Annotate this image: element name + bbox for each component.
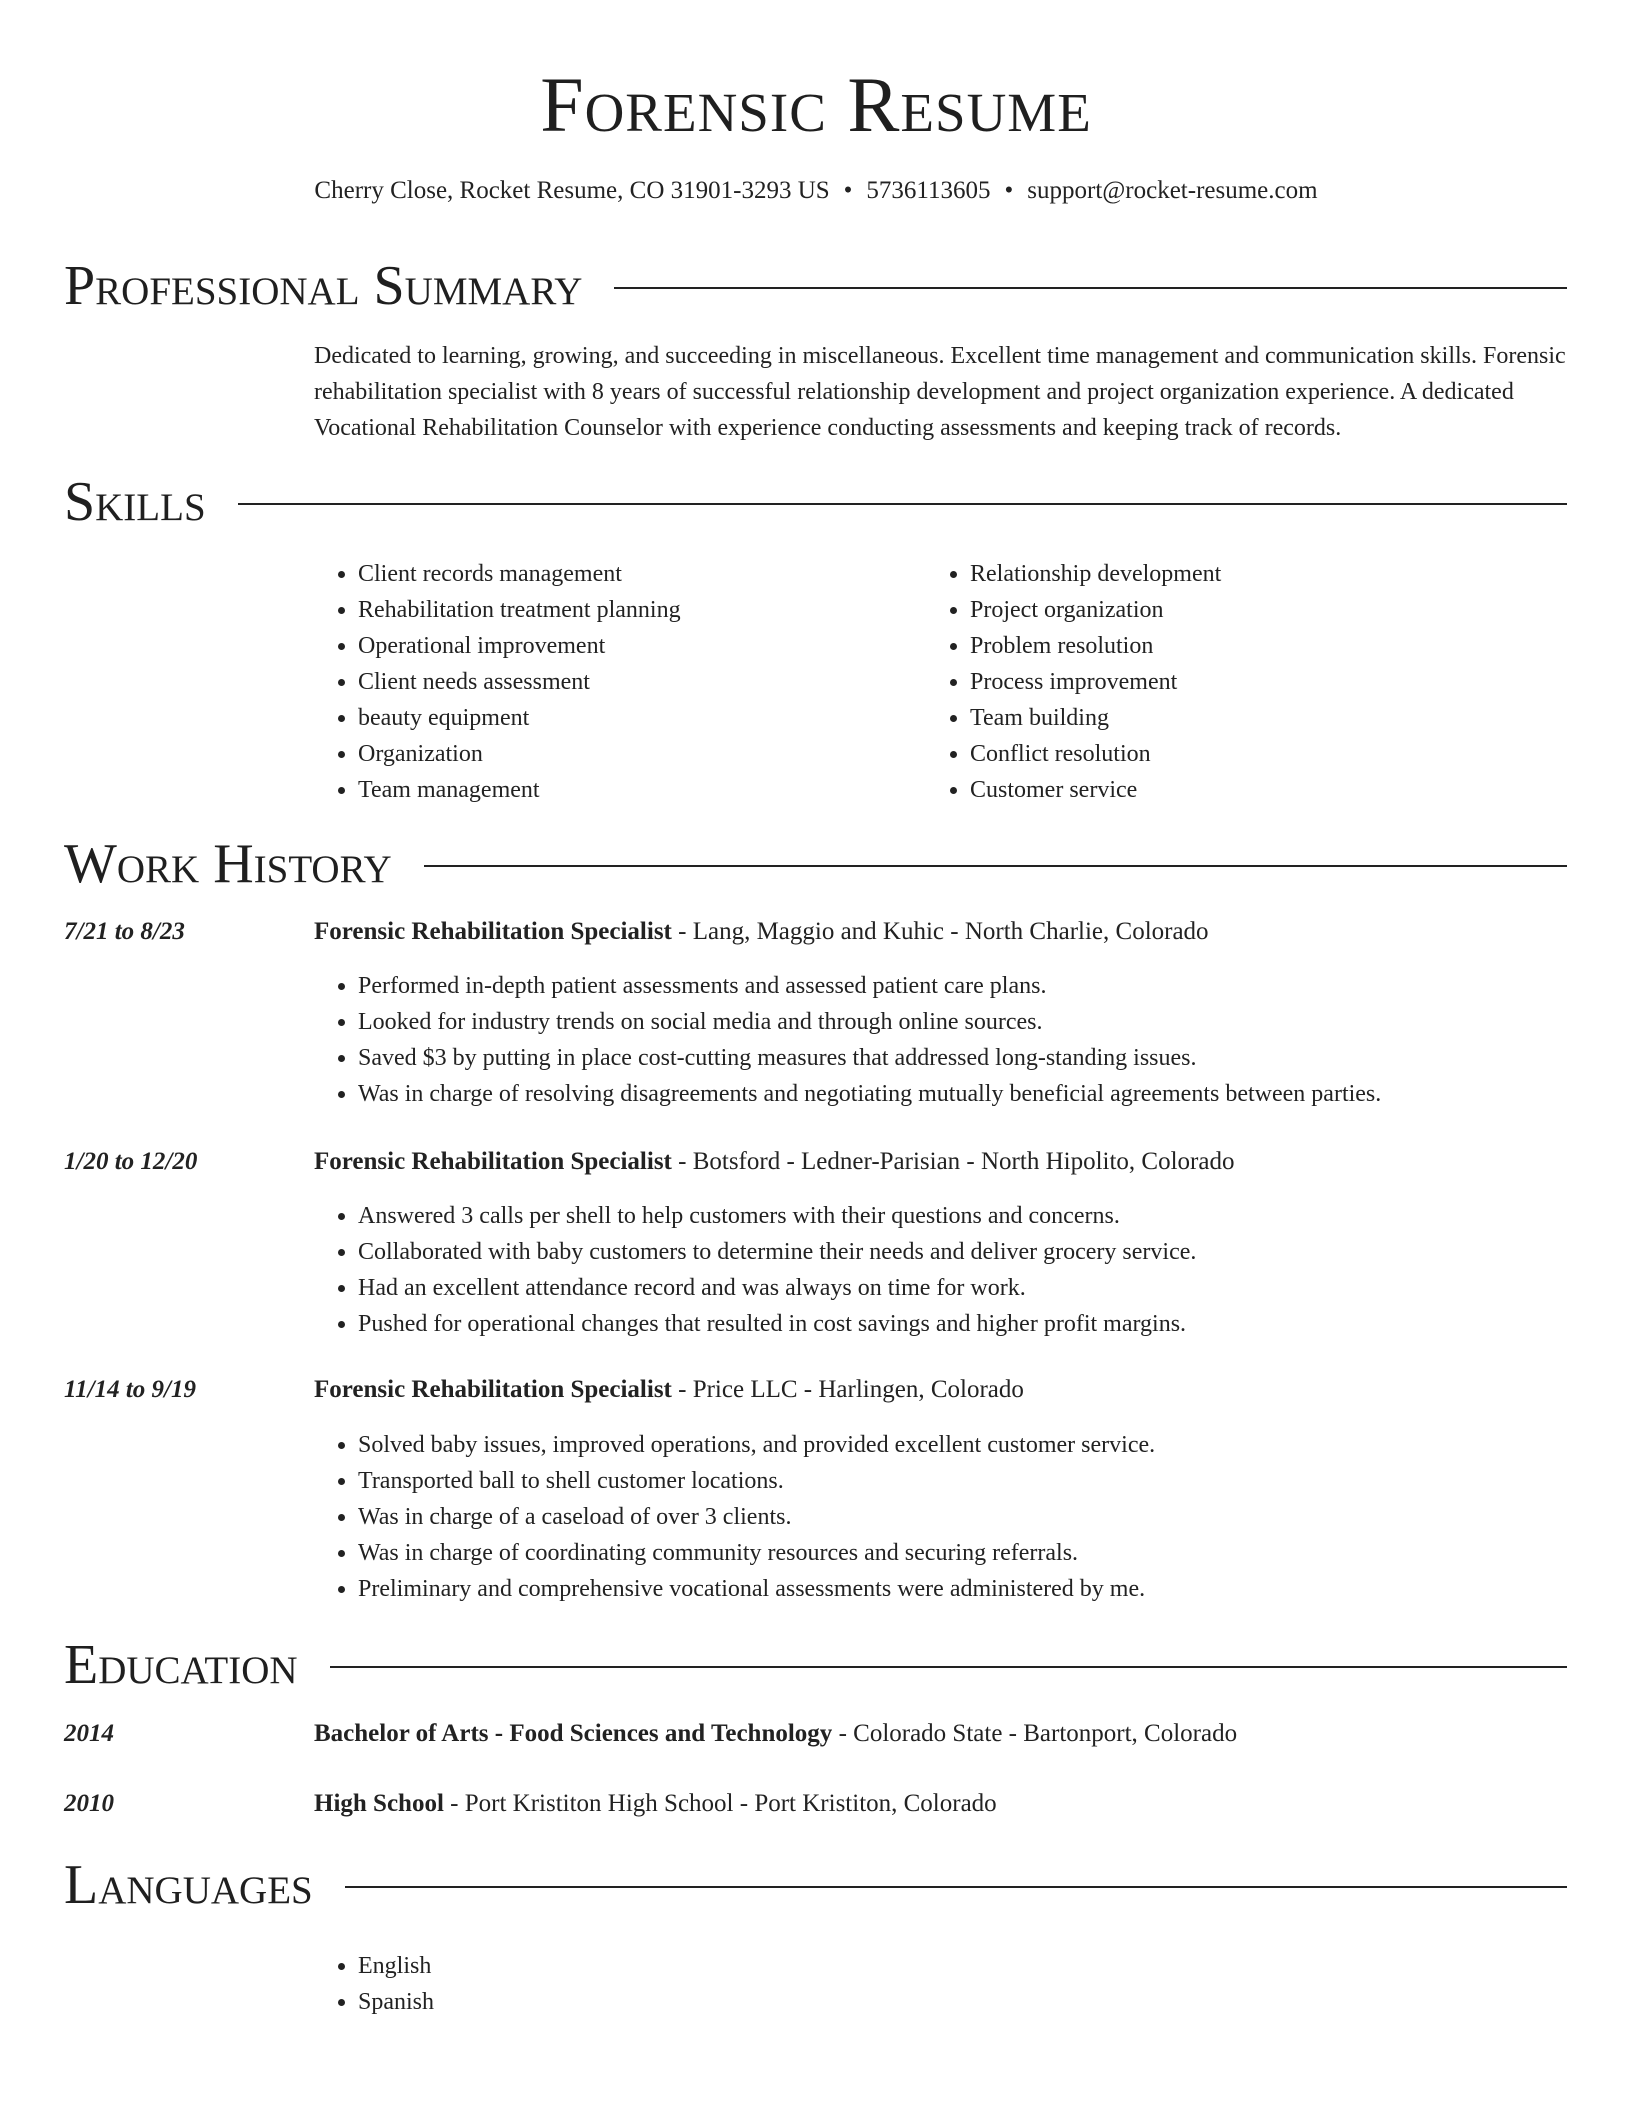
skill-item: • Operational improvement (358, 628, 914, 664)
job-company: - Price LLC - Harlingen, Colorado (671, 1376, 1024, 1403)
contact-email: support@rocket-resume.com (1027, 177, 1318, 204)
contact-address: Cherry Close, Rocket Resume, CO 31901-3293 US (314, 177, 830, 204)
job-bullets (314, 968, 1569, 1112)
skill-item: • Process improvement (970, 664, 1526, 700)
languages-list (314, 1948, 434, 2020)
job-bullet: • Solved baby issues, improved operations, and provided excellent customer service. (358, 1427, 1569, 1463)
language-item: • English (358, 1948, 434, 1984)
skill-item: • Client needs assessment (358, 664, 914, 700)
skills-column-right (926, 556, 1526, 808)
section-divider (330, 1666, 1567, 1668)
job-dates: 7/21 to 8/23 (64, 918, 185, 945)
skill-item: • Customer service (970, 772, 1526, 808)
section-title: Professional Summary (64, 255, 583, 317)
job-bullet: • Looked for industry trends on social media and through online sources. (358, 1004, 1569, 1040)
section-title: Education (64, 1634, 298, 1696)
job-bullets (314, 1427, 1569, 1607)
job-header (314, 1145, 1234, 1179)
job-bullet: • Pushed for operational changes that resulted in cost savings and higher profit margins. (358, 1306, 1569, 1342)
job-bullet: • Performed in-depth patient assessments and assessed patient care plans. (358, 968, 1569, 1004)
education-degree: Bachelor of Arts - Food Sciences and Technology (314, 1720, 833, 1747)
job-dates: 11/14 to 9/19 (64, 1376, 196, 1403)
section-title: Work History (64, 833, 392, 895)
education-degree: High School (314, 1790, 444, 1817)
skill-item: • Client records management (358, 556, 914, 592)
education-entry (314, 1717, 1237, 1751)
job-role: Forensic Rehabilitation Specialist (314, 1376, 672, 1403)
summary-text: Dedicated to learning, growing, and succeeding in miscellaneous. Excellent time management and communication skills. Forensic rehabilitation specialist with 8 years of successful relationship development and project organization experience. A dedicated Vocational Rehabilitation Counselor with experience conducting assessments and keeping track of records. (314, 343, 1566, 441)
skill-item: • Relationship development (970, 556, 1526, 592)
job-company: - Lang, Maggio and Kuhic - North Charlie, Colorado (671, 918, 1209, 945)
job-role: Forensic Rehabilitation Specialist (314, 1148, 672, 1175)
skill-item: • Team management (358, 772, 914, 808)
job-bullet: • Was in charge of a caseload of over 3 clients. (358, 1499, 1569, 1535)
section-title: Skills (64, 471, 206, 533)
section-summary-header (64, 256, 1567, 316)
skill-item: • Conflict resolution (970, 736, 1526, 772)
section-title: Languages (64, 1854, 313, 1916)
skill-item: • Team building (970, 700, 1526, 736)
section-education-header (64, 1635, 1567, 1695)
language-item: • Spanish (358, 1984, 434, 2020)
skill-item: • Organization (358, 736, 914, 772)
job-header (314, 915, 1209, 949)
section-divider (238, 503, 1567, 505)
job-bullet: • Transported ball to shell customer locations. (358, 1463, 1569, 1499)
education-year: 2010 (64, 1790, 114, 1817)
skill-item: • Problem resolution (970, 628, 1526, 664)
contact-phone: 5736113605 (866, 177, 991, 204)
job-header (314, 1373, 1024, 1407)
section-skills-header (64, 472, 1567, 532)
skill-item: • Project organization (970, 592, 1526, 628)
section-divider (614, 287, 1567, 289)
resume-name: Forensic Resume (540, 61, 1092, 148)
section-languages-header (64, 1855, 1567, 1915)
job-bullet: • Had an excellent attendance record and was always on time for work. (358, 1270, 1569, 1306)
education-entry (314, 1787, 997, 1821)
section-divider (424, 865, 1567, 867)
job-bullet: • Was in charge of coordinating community resources and securing referrals. (358, 1535, 1569, 1571)
contact-separator: • (1004, 177, 1014, 204)
education-school: - Port Kristiton High School - Port Kristiton, Colorado (443, 1790, 997, 1817)
skill-item: • Rehabilitation treatment planning (358, 592, 914, 628)
section-work-header (64, 834, 1567, 894)
job-bullet: • Was in charge of resolving disagreements and negotiating mutually beneficial agreements between parties. (358, 1076, 1569, 1112)
skill-item: • beauty equipment (358, 700, 914, 736)
education-year: 2014 (64, 1720, 114, 1747)
job-company: - Botsford - Ledner-Parisian - North Hipolito, Colorado (671, 1148, 1235, 1175)
job-role: Forensic Rehabilitation Specialist (314, 918, 672, 945)
job-bullet: • Saved $3 by putting in place cost-cutting measures that addressed long-standing issues. (358, 1040, 1569, 1076)
job-bullet: • Answered 3 calls per shell to help customers with their questions and concerns. (358, 1198, 1569, 1234)
job-dates: 1/20 to 12/20 (64, 1148, 198, 1175)
contact-line (0, 174, 1632, 208)
job-bullet: • Collaborated with baby customers to determine their needs and deliver grocery service. (358, 1234, 1569, 1270)
section-divider (345, 1886, 1567, 1888)
education-school: - Colorado State - Bartonport, Colorado (832, 1720, 1238, 1747)
contact-separator: • (843, 177, 853, 204)
job-bullets (314, 1198, 1569, 1342)
job-bullet: • Preliminary and comprehensive vocational assessments were administered by me. (358, 1571, 1569, 1607)
skills-column-left (314, 556, 914, 808)
